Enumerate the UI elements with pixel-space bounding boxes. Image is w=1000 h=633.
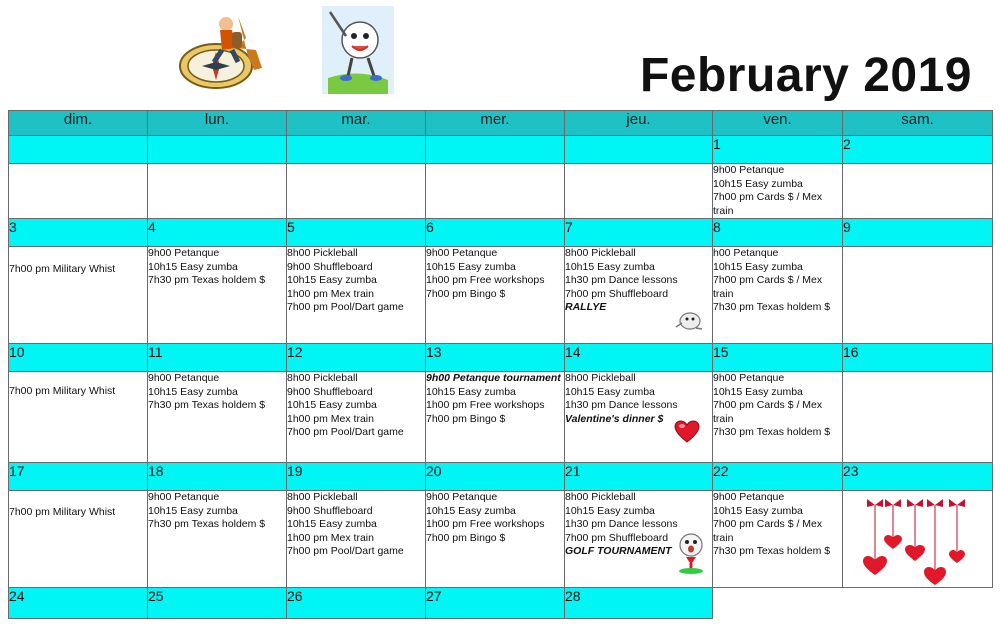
event: 1h00 pm Free workshops (426, 274, 545, 286)
event: 8h00 Pickleball (565, 247, 636, 259)
event: 9h00 Shuffleboard (287, 504, 373, 517)
event: 10h15 Easy zumba (565, 260, 655, 273)
event: 10h15 Easy zumba (713, 504, 803, 517)
golf-ball-icon (322, 6, 394, 94)
day-number: 27 (426, 588, 565, 619)
event: 10h15 Easy zumba (565, 385, 655, 398)
day-cell (843, 247, 993, 344)
event: 7h00 pm Pool/Dart game (287, 545, 404, 557)
event: 1h00 pm Free workshops (426, 399, 545, 411)
event: 9h00 Petanque (148, 247, 220, 259)
event-highlight: GOLF TOURNAMENT (565, 545, 672, 557)
event: 7h00 pm Cards $ / Mex train (713, 191, 823, 217)
day-cell (287, 247, 426, 344)
day-number: 23 (843, 463, 993, 491)
hourglass-icon (674, 309, 704, 331)
day-number: 9 (843, 219, 993, 247)
day-header: mar. (287, 111, 426, 136)
event: 7h00 pm Military Whist (9, 263, 116, 275)
event: 7h00 pm Pool/Dart game (287, 426, 404, 438)
day-number: 5 (287, 219, 426, 247)
week-2-numbers (9, 219, 993, 247)
event: 10h15 Easy zumba (426, 504, 516, 517)
page-title: February 2019 (639, 49, 972, 102)
day-number: 17 (9, 463, 148, 491)
event: 10h15 Easy zumba (713, 260, 803, 273)
golf-ball-tee-icon (676, 531, 706, 575)
day-header: dim. (9, 111, 148, 136)
event: 7h00 pm Shuffleboard (565, 287, 669, 300)
event: 1h00 pm Mex train (287, 531, 374, 544)
day-number (426, 136, 565, 164)
event: 10h15 Easy zumba (426, 385, 516, 398)
day-number: 18 (148, 463, 287, 491)
event: 9h00 Petanque (426, 247, 498, 259)
day-number: 25 (148, 588, 287, 619)
day-cell (843, 372, 993, 463)
event: 9h00 Shuffleboard (287, 385, 373, 398)
event: 7h30 pm Texas holdem $ (148, 518, 266, 530)
event: 10h15 Easy zumba (287, 518, 377, 530)
day-number: 2 (843, 136, 993, 164)
day-cell (713, 372, 843, 463)
week-1-events (9, 164, 993, 219)
day-cell (426, 247, 565, 344)
event: 7h00 pm Bingo $ (426, 287, 506, 300)
day-cell (565, 164, 713, 219)
event-highlight: RALLYE (565, 301, 607, 313)
event: 7h00 pm Military Whist (9, 385, 116, 397)
heart-icon (674, 420, 700, 444)
event: 7h00 pm Cards $ / Mex train (713, 274, 823, 300)
event: 1h00 pm Mex train (287, 287, 374, 300)
day-number (565, 136, 713, 164)
week-5-numbers (9, 588, 993, 619)
day-number: 4 (148, 219, 287, 247)
event: 7h30 pm Texas holdem $ (148, 274, 266, 286)
day-cell (287, 372, 426, 463)
day-number: 20 (426, 463, 565, 491)
week-3-numbers (9, 344, 993, 372)
day-cell (713, 491, 843, 588)
event: 7h30 pm Texas holdem $ (713, 545, 831, 557)
day-number: 11 (148, 344, 287, 372)
event: 7h00 pm Cards $ / Mex train (713, 518, 823, 544)
day-number: 12 (287, 344, 426, 372)
event: 9h00 Petanque (713, 164, 785, 176)
week-3-events (9, 372, 993, 463)
day-header: mer. (426, 111, 565, 136)
day-cell (9, 164, 148, 219)
event: 8h00 Pickleball (287, 372, 358, 384)
week-1-numbers (9, 136, 993, 164)
compass-hiker-icon (176, 8, 268, 93)
event: 10h15 Easy zumba (565, 504, 655, 517)
day-number: 8 (713, 219, 843, 247)
week-4-events (9, 491, 993, 588)
event: 1h30 pm Dance lessons (565, 274, 678, 286)
day-header: ven. (713, 111, 843, 136)
day-number: 19 (287, 463, 426, 491)
day-number: 24 (9, 588, 148, 619)
event: 9h00 Petanque (148, 491, 220, 503)
event: 8h00 Pickleball (565, 491, 636, 503)
event: 9h00 Petanque (713, 372, 785, 384)
day-number: 26 (287, 588, 426, 619)
day-cell (9, 247, 148, 344)
event: 7h00 pm Cards $ / Mex train (713, 399, 823, 425)
event: 9h00 Petanque (426, 491, 498, 503)
event: 1h30 pm Dance lessons (565, 518, 678, 530)
calendar-grid (8, 110, 993, 619)
event: 10h15 Easy zumba (426, 260, 516, 273)
event-highlight: Valentine's dinner $ (565, 412, 664, 425)
event-highlight: 9h00 Petanque tournament (426, 372, 561, 384)
day-cell (148, 491, 287, 588)
event: 10h15 Easy zumba (148, 504, 238, 517)
day-cell (9, 372, 148, 463)
event: 10h15 Easy zumba (148, 260, 238, 273)
event: 10h15 Easy zumba (287, 399, 377, 411)
day-number: 7 (565, 219, 713, 247)
day-number: 28 (565, 588, 713, 619)
day-cell (426, 491, 565, 588)
event: 8h00 Pickleball (287, 491, 358, 503)
event: 1h00 pm Mex train (287, 412, 374, 425)
day-number (713, 588, 843, 619)
day-number: 1 (713, 136, 843, 164)
day-cell (843, 164, 993, 219)
day-number: 13 (426, 344, 565, 372)
day-number: 14 (565, 344, 713, 372)
event: 9h00 Shuffleboard (287, 260, 373, 273)
day-header-row (9, 111, 993, 136)
day-cell (148, 372, 287, 463)
event: 7h30 pm Texas holdem $ (148, 399, 266, 411)
day-number: 3 (9, 219, 148, 247)
day-cell (565, 247, 713, 344)
event: 10h15 Easy zumba (713, 385, 803, 398)
day-number (287, 136, 426, 164)
event: 7h00 pm Military Whist (9, 506, 116, 518)
day-number: 22 (713, 463, 843, 491)
event: 7h00 pm Pool/Dart game (287, 301, 404, 313)
event: 9h00 Petanque (148, 372, 220, 384)
day-number: 10 (9, 344, 148, 372)
day-number: 6 (426, 219, 565, 247)
event: 9h00 Petanque (713, 491, 785, 503)
day-cell (713, 164, 843, 219)
day-number: 15 (713, 344, 843, 372)
day-cell (287, 491, 426, 588)
day-header: jeu. (565, 111, 713, 136)
day-cell (148, 247, 287, 344)
event: 7h00 pm Bingo $ (426, 531, 506, 544)
day-number: 16 (843, 344, 993, 372)
event: 1h00 pm Free workshops (426, 518, 545, 530)
day-cell (565, 372, 713, 463)
day-number (843, 588, 993, 619)
day-cell (426, 164, 565, 219)
event: 7h00 pm Bingo $ (426, 412, 506, 425)
day-cell (713, 247, 843, 344)
day-cell (843, 491, 993, 588)
day-cell (426, 372, 565, 463)
event: 10h15 Easy zumba (148, 385, 238, 398)
day-number (9, 136, 148, 164)
event: 10h15 Easy zumba (287, 274, 377, 286)
event: 7h30 pm Texas holdem $ (713, 301, 831, 313)
event: 7h00 pm Shuffleboard (565, 531, 669, 544)
week-4-numbers (9, 463, 993, 491)
day-cell (287, 164, 426, 219)
week-2-events (9, 247, 993, 344)
event: 10h15 Easy zumba (713, 177, 803, 190)
event: 1h30 pm Dance lessons (565, 399, 678, 411)
event: h00 Petanque (713, 247, 779, 259)
hanging-hearts-icon (863, 495, 973, 587)
day-number (148, 136, 287, 164)
day-header: lun. (148, 111, 287, 136)
day-cell (9, 491, 148, 588)
event: 8h00 Pickleball (565, 372, 636, 384)
event: 7h30 pm Texas holdem $ (713, 426, 831, 438)
day-cell (148, 164, 287, 219)
event: 8h00 Pickleball (287, 247, 358, 259)
day-number: 21 (565, 463, 713, 491)
day-header: sam. (843, 111, 993, 136)
day-cell (565, 491, 713, 588)
